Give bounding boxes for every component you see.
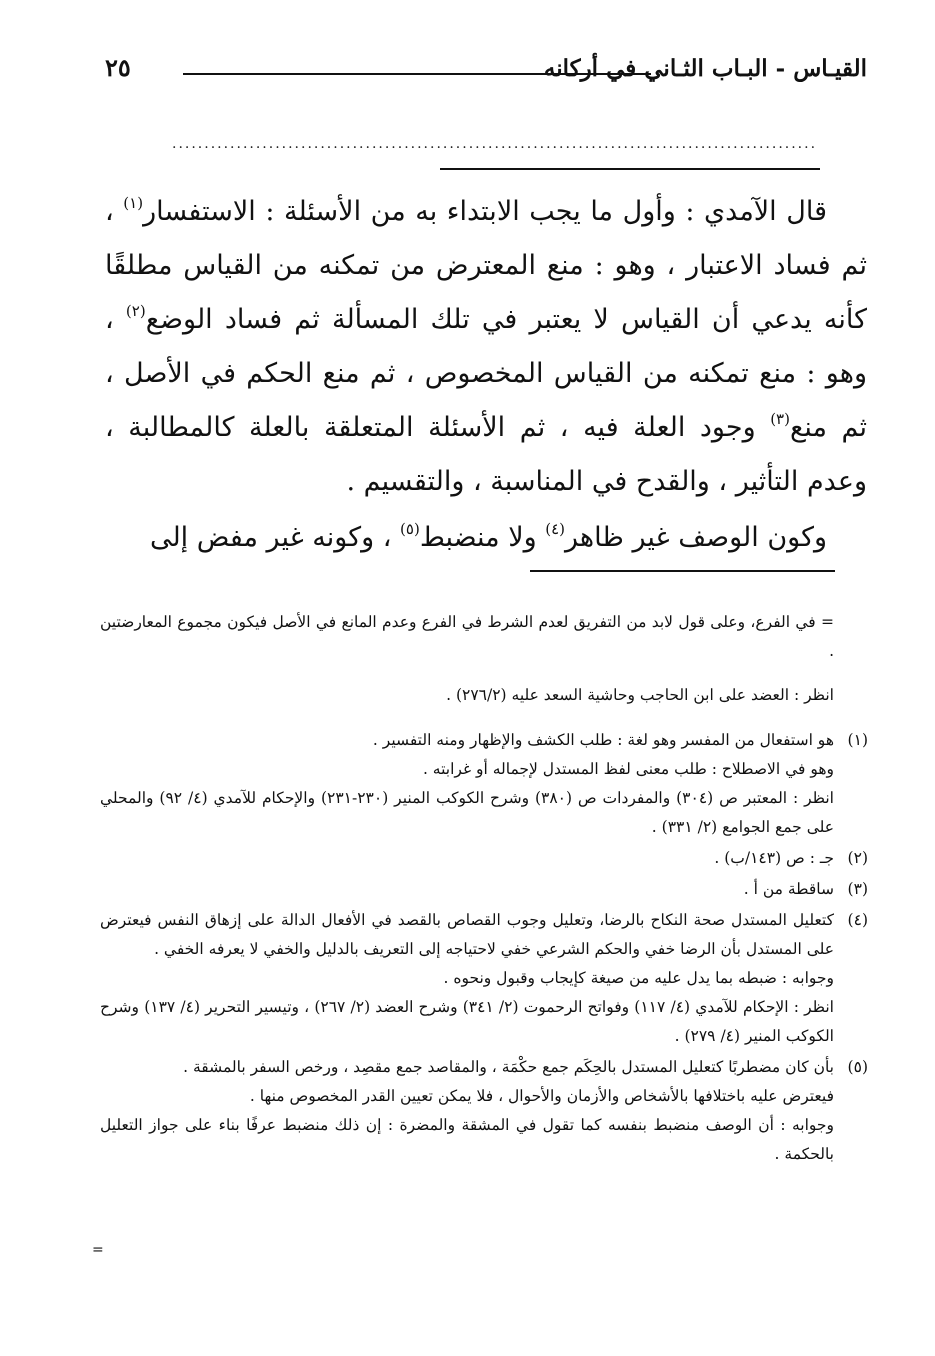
text-run: ، وكونه غير مفض إلى — [149, 522, 392, 553]
text-run: وجود العلة فيه ، ثم الأسئلة المتعلقة بالعلة كالمطالبة ، وعدم التأثير ، والقدح في المناسبة ، والتقسيم . — [105, 412, 867, 497]
main-text — [105, 185, 867, 565]
footnote-body — [100, 875, 834, 904]
footnote-line: كتعليل المستدل صحة النكاح بالرضا، وتعليل وجوب القصاص بالقصد في الأفعال الدالة على إزهاق النفس فيعترض على المستدل بأن الرضا خفي والحكم الشرعي خفي لاحتياجه إلى التعريف بالدليل والخفي لا يعرفه الخفي . — [100, 910, 834, 958]
footnote-ref-5[interactable]: (٥) — [400, 520, 420, 538]
footnote-body — [100, 726, 834, 842]
text-run: ، وهو : منع تمكنه من القياس المخصوص ، ثم منع الحكم في الأصل ، ثم منع — [105, 304, 867, 443]
text-run: وكون الوصف غير ظاهر — [565, 522, 827, 553]
footnote-4 — [100, 906, 868, 1051]
footnote-2 — [100, 844, 868, 873]
footnote-line: انظر : المعتبر ص (٣٠٤) والمفردات ص (٣٨٠) وشرح الكوكب المنير (٢٣٠-٢٣١) والإحكام للآمدي (٤/ ٩٢) والمحلي على جمع الجوامع (٢/ ٣٣١) . — [100, 788, 834, 836]
footnote-line: وجوابه : أن الوصف منضبط بنفسه كما تقول في المشقة والمضرة : إن ذلك منضبط عرفًا بناء على جواز التعليل بالحكمة . — [100, 1115, 834, 1163]
footnote-rule — [530, 570, 835, 572]
footnote-body — [100, 1053, 834, 1169]
paragraph-1 — [105, 185, 867, 509]
footnote-ref-2[interactable]: (٢) — [125, 302, 146, 320]
footnote-line: وهو في الاصطلاح : طلب معنى لفظ المستدل لإجماله أو غرابته . — [422, 759, 834, 778]
footnote-line: وجوابه : ضبطه بما يدل عليه من صيغة كإيجاب وقبول ونحوه . — [443, 968, 834, 987]
footnote-3 — [100, 875, 868, 904]
footnote-body — [100, 844, 834, 873]
footnote-continuation — [100, 608, 868, 711]
footnote-mark: (١) — [847, 730, 868, 749]
paragraph-2 — [105, 511, 867, 565]
footnote-mark: (٢) — [847, 848, 868, 867]
footnote-mark: (٤) — [847, 910, 868, 929]
header-rule — [183, 73, 651, 75]
text-run: ، ثم فساد الاعتبار ، وهو : منع المعترض من تمكنه من القياس مطلقًا كأنه يدعي أن القياس لا يعتبر في تلك المسألة ثم فساد الوضع — [105, 196, 867, 335]
running-header — [105, 55, 867, 95]
footnote-line: هو استفعال من المفسر وهو لغة : طلب الكشف والإظهار ومنه التفسير . — [372, 730, 834, 749]
text-run: ولا منضبط — [419, 522, 537, 553]
chapter-title: القيـاس - البـاب الثـاني في أركانه — [543, 55, 867, 82]
footnote-mark: (٣) — [847, 879, 868, 898]
footnote-5 — [100, 1053, 868, 1169]
footnote-line: جـ : ص (١٤٣/ب) . — [714, 848, 834, 867]
footnote-line: فيعترض عليه باختلافها بالأشخاص والأزمان والأحوال ، فلا يمكن تعيين القدر المخصوص منها . — [249, 1086, 834, 1105]
footnote-line: بأن كان مضطربًا كتعليل المستدل بالحِكَم جمع حكْمَة ، والمقاصد جمع مقصِد ، ورخص السفر بالمشقة . — [183, 1057, 834, 1076]
footnote-line: انظر : الإحكام للآمدي (٤/ ١١٧) وفواتح الرحموت (٢/ ٣٤١) وشرح العضد (٢/ ٢٦٧) ، وتيسير التحرير (٤/ ١٣٧) وشرح الكوكب المنير (٤/ ٢٧٩) . — [100, 997, 834, 1045]
footnote-1 — [100, 726, 868, 842]
footnote-ref-1[interactable]: (١) — [123, 194, 144, 212]
footnote-mark: (٥) — [847, 1057, 868, 1076]
footnote-body — [100, 906, 834, 1051]
footnote-ref-3[interactable]: (٣) — [770, 410, 790, 428]
text-run: قال الآمدي : وأول ما يجب الابتداء به من الأسئلة : الاستفسار — [143, 196, 827, 227]
footnote-line: انظر : العضد على ابن الحاجب وحاشية السعد عليه (٢٧٦/٢) . — [446, 686, 834, 704]
continuation-mark: = — [92, 1242, 104, 1258]
footnote-ref-4[interactable]: (٤) — [545, 520, 566, 538]
section-rule — [440, 168, 820, 170]
footnote-line: ساقطة من أ . — [743, 879, 834, 898]
footnote-line: = في الفرع، وعلى قول لابد من التفريق لعدم الشرط في الفرع وعدم المانع في الأصل فيكون مجموع المعارضتين . — [100, 612, 834, 660]
footnotes — [100, 592, 868, 1171]
page-number: ٢٥ — [105, 53, 131, 82]
dotted-separator: .................................................................................................... — [172, 136, 818, 148]
